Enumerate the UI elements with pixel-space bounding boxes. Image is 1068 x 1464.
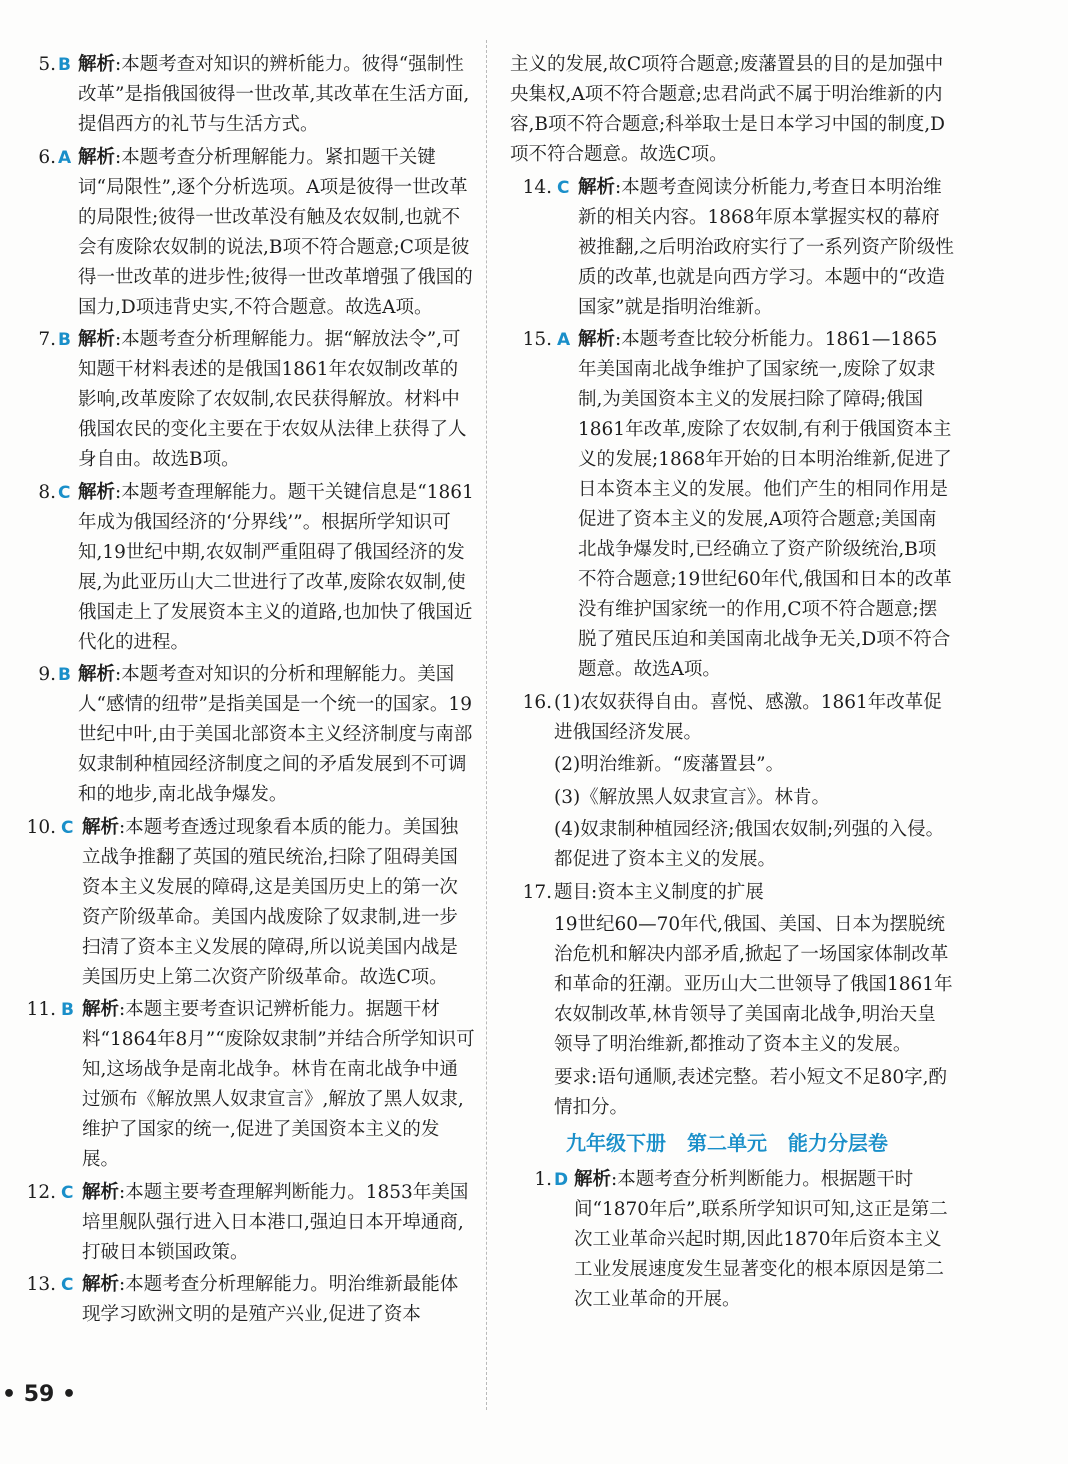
answer-letter: A <box>58 147 72 168</box>
item-number: 13. <box>26 1274 56 1295</box>
answer-item-17 <box>510 878 954 908</box>
analysis-label: 解析 <box>78 481 116 503</box>
analysis-text: :本题考查透过现象看本质的能力。美国独立战争推翻了英国的殖民统治,扫除了阻碍美国资本主义发展的障碍,这是美国历史上的第一次资产阶级革命。美国内战废除了奴隶制,进一步扫清了资本主义发展的障碍,所以说美国内战是美国历史上第二次资产阶级革命。故选C项。 <box>82 816 459 988</box>
analysis-text: :本题考查理解能力。题干关键信息是“1861年成为俄国经济的‘分界线’”。根据所学知识可知,19世纪中期,农奴制严重阻碍了俄国经济的发展,为此亚历山大二世进行了改革,废除农奴制,使俄国走上了发展资本主义的道路,也加快了俄国近代化的进程。 <box>78 481 474 653</box>
analysis-text: :本题考查比较分析能力。1861—1865年美国南北战争维护了国家统一,废除了奴隶制,为美国资本主义的发展扫除了障碍;俄国1861年改革,废除了农奴制,有利于俄国资本主义的发展;1868年开始的日本明治维新,促进了日本资本主义的发展。他们产生的相同作用是促进了资本主义的发展,A项符合题意;美国南北战争爆发时,已经确立了资产阶级统治,B项不符合题意;19世纪60年代,俄国和日本的改革没有维护国家统一的作用,C项不符合题意;摆脱了殖民压迫和美国南北战争无关,D项不符合题意。故选A项。 <box>578 329 952 680</box>
item-number: 1. <box>534 1169 552 1190</box>
item-number: 14. <box>522 176 552 198</box>
answer-item <box>14 813 476 993</box>
analysis-text: :本题考查分析理解能力。据“解放法令”,可知题干材料表述的是俄国1861年农奴制改革的影响,改革废除了农奴制,农民获得解放。材料中俄国农民的变化主要在于农奴从法律上获得了人身自由。故选B项。 <box>78 329 467 470</box>
answer-letter: C <box>557 177 570 198</box>
analysis-text: :本题主要考查理解判断能力。1853年美国培里舰队强行进入日本港口,强迫日本开埠通商,打破日本锁国政策。 <box>82 1181 469 1263</box>
answer-letter: B <box>58 330 71 350</box>
answer-item <box>510 173 954 323</box>
item-number: 8. <box>38 481 56 503</box>
answer-item <box>510 325 954 685</box>
answer-letter: C <box>58 482 71 503</box>
analysis-label: 解析 <box>78 329 116 350</box>
item-number: 16. <box>522 691 552 713</box>
q17-title: 题目:资本主义制度的扩展 <box>554 881 764 903</box>
q17-essay: 19世纪60—70年代,俄国、美国、日本为摆脱统治危机和解决内部矛盾,掀起了一场国家体制改革和革命的狂潮。亚历山大二世领导了俄国1861年农奴制改革,林肯领导了美国南北战争,明治天皇领导了明治维新,都推动了资本主义的发展。 <box>554 914 953 1055</box>
item-number: 15. <box>522 329 552 350</box>
item-number: 17. <box>522 881 552 903</box>
answer-letter: C <box>61 1275 74 1295</box>
item-number: 12. <box>26 1181 56 1203</box>
item-number: 10. <box>26 816 56 838</box>
analysis-label: 解析 <box>78 146 116 168</box>
answer-letter: D <box>554 1170 569 1190</box>
answer-item <box>14 1270 476 1330</box>
page-number: • 59 • <box>2 1382 77 1407</box>
item-number: 9. <box>38 664 56 685</box>
answer-item <box>14 143 476 323</box>
analysis-label: 解析 <box>78 664 116 685</box>
analysis-label: 解析 <box>578 329 616 350</box>
answer-letter: C <box>61 817 74 838</box>
analysis-label: 解析 <box>82 816 120 838</box>
analysis-label: 解析 <box>78 54 116 75</box>
item-number: 7. <box>38 329 56 350</box>
analysis-text: :本题考查对知识的分析和理解能力。美国人“感情的纽带”是指美国是一个统一的国家。19世纪中叶,由于美国北部资本主义经济制度与南部奴隶制种植园经济制度之间的矛盾发展到不可调和的地步,南北战争爆发。 <box>78 664 473 805</box>
analysis-text: :本题主要考查识记辨析能力。据题干材料“1864年8月”“废除奴隶制”并结合所学知识可知,这场战争是南北战争。林肯在南北战争中通过颁布《解放黑人奴隶宣言》,解放了黑人奴隶,维护了国家的统一,促进了美国资本主义的发展。 <box>82 999 475 1170</box>
right-column <box>510 50 954 1318</box>
answer-item <box>14 478 476 658</box>
section-title: 九年级下册 第二单元 能力分层卷 <box>566 1131 888 1155</box>
column-divider <box>486 40 487 1410</box>
answer-letter: A <box>557 330 571 350</box>
analysis-text: :本题考查分析理解能力。明治维新最能体现学习欧洲文明的是殖产兴业,促进了资本 <box>82 1274 459 1325</box>
q16-part-2: (2)明治维新。“废藩置县”。 <box>554 754 785 775</box>
answer-item <box>14 995 476 1175</box>
analysis-text: :本题考查对知识的辨析能力。彼得“强制性改革”是指俄国彼得一世改革,其改革在生活方面,提倡西方的礼节与生活方式。 <box>78 54 470 135</box>
answer-letter: C <box>61 1182 74 1203</box>
answer-item <box>14 325 476 475</box>
answer-letter: B <box>58 665 71 685</box>
answer-item <box>14 660 476 810</box>
analysis-text: :本题考查分析理解能力。紧扣题干关键词“局限性”,逐个分析选项。A项是彼得一世改革的局限性;彼得一世改革没有触及农奴制,也就不会有废除农奴制的说法,B项不符合题意;C项是彼得一世改革的进步性;彼得一世改革增强了俄国的国力,D项违背史实,不符合题意。故选A项。 <box>78 146 473 318</box>
answer-letter: B <box>61 1000 74 1020</box>
analysis-label: 解析 <box>578 176 616 198</box>
answer-item-16 <box>510 688 954 748</box>
item-number: 5. <box>38 54 56 75</box>
answer-item <box>14 50 476 140</box>
analysis-label: 解析 <box>82 1274 120 1295</box>
analysis-label: 解析 <box>82 1181 120 1203</box>
analysis-label: 解析 <box>82 999 120 1020</box>
analysis-label: 解析 <box>574 1169 612 1190</box>
q17-requirement: 要求:语句通顺,表述完整。若小短文不足80字,酌情扣分。 <box>554 1066 948 1118</box>
item-number: 6. <box>38 146 56 168</box>
continuation-text: 主义的发展,故C项符合题意;废藩置县的目的是加强中央集权,A项不符合题意;忠君尚武不属于明治维新的内容,B项不符合题意;科举取士是日本学习中国的制度,D项不符合题意。故选C项。 <box>510 54 945 165</box>
answer-letter: B <box>58 55 71 75</box>
item-number: 11. <box>26 999 56 1020</box>
answer-item <box>510 1165 954 1315</box>
analysis-text: :本题考查阅读分析能力,考查日本明治维新的相关内容。1868年原本掌握实权的幕府被推翻,之后明治政府实行了一系列资产阶级性质的改革,也就是向西方学习。本题中的“改造国家”就是指明治维新。 <box>578 176 954 318</box>
left-column <box>14 50 476 1333</box>
q16-part-4: (4)奴隶制种植园经济;俄国农奴制;列强的入侵。都促进了资本主义的发展。 <box>554 819 945 870</box>
analysis-text: :本题考查分析判断能力。根据题干时间“1870年后”,联系所学知识可知,这正是第二次工业革命兴起时期,因此1870年后资本主义工业发展速度发生显著变化的根本原因是第二次工业革命的开展。 <box>574 1169 948 1310</box>
answer-item <box>14 1178 476 1268</box>
q16-part-3: (3)《解放黑人奴隶宣言》。林肯。 <box>554 786 830 808</box>
q16-part-1: (1)农奴获得自由。喜悦、感激。1861年改革促进俄国经济发展。 <box>554 691 942 743</box>
